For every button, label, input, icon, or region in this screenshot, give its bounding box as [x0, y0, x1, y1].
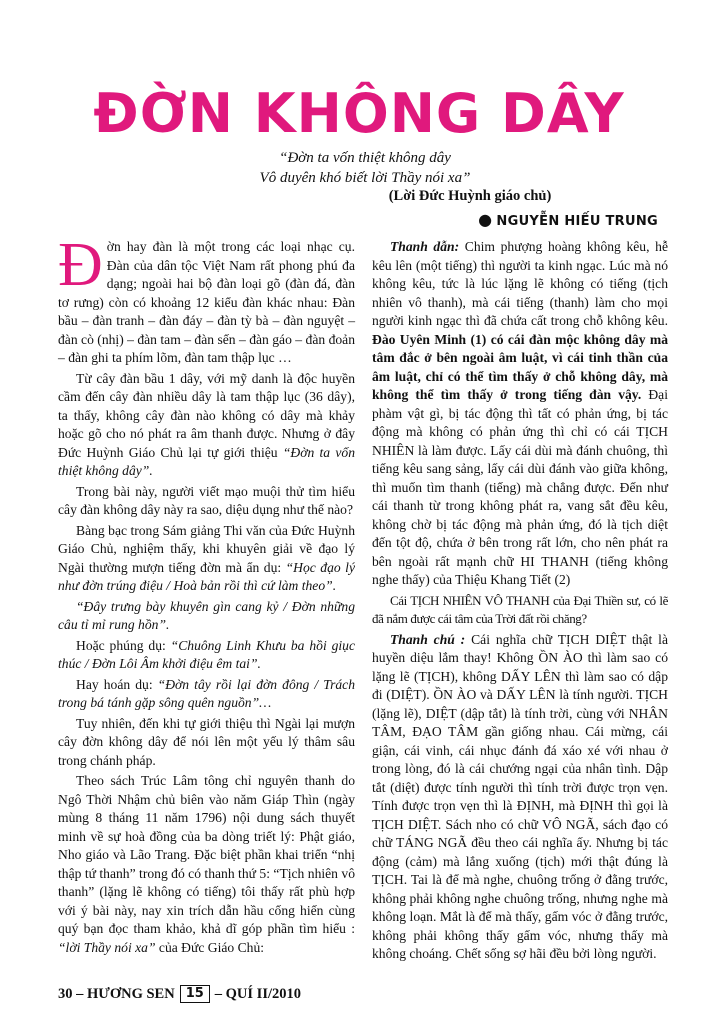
lead-label: Thanh chú : — [390, 631, 466, 647]
issue-number-box: 15 — [180, 985, 210, 1003]
epigraph-source: (Lời Đức Huỳnh giáo chủ) — [388, 188, 552, 204]
paragraph — [58, 370, 355, 481]
bullet-icon: ● — [478, 210, 493, 229]
page-footer — [58, 985, 301, 1003]
paragraph — [58, 676, 355, 713]
paragraph-text: Chim phượng hoàng không kêu, hễ kêu lên (một tiếng) thì người ta kinh ngạc. Lúc mà nó không kêu, tức là lúc lặng lẽ không có tiếng (tịch nhiên vô thanh), mà cái tiếng (thanh) làm cho mọi người kinh ngạc thì đã chứa cất trong chỗ không kêu. — [372, 239, 668, 328]
paragraph — [58, 231, 355, 368]
paragraph: Cái TỊCH NHIÊN VÔ THANH của Đại Thiền sư, có lẽ đã nắm được cái tâm của Trời đất rồi chăng? — [372, 592, 668, 626]
paragraph — [58, 522, 355, 596]
author-byline — [478, 210, 658, 229]
page-number-label: 30 – HƯƠNG SEN — [58, 985, 175, 1002]
paragraph-text: Cái nghĩa chữ TỊCH DIỆT thật là huyền diệu lắm thay! Không ỒN ÀO thì làm sao có lặng lẽ (TỊCH), không DẤY LÊN thì làm sao có dập đi (DIỆT). ỒN ÀO và DẤY LÊN là tính người. TỊCH (lặng lẽ), DIỆT (dập tắt) là tính trời, cùng với NHÂN TÂM, ĐẠO TÂM gần giống nhau. Cái mừng, cái giận, cái vinh, cái nhục đánh đá xáo xé với nhau ở trong lòng, đó là cái chướng ngại của nhân tình. Dập tắt (diệt) được tính người thì tính trời được trọn vẹn. Tính được trọn vẹn thì là ĐỊNH, mà ĐỊNH thì gọi là TỊCH DIỆT. Sách nho có chữ VÔ NGÃ, sách đạo có chữ TÁNG NGÃ đều theo cái nghĩa ấy. Nhưng bị tác động (cảm) mà lắng xuống (tịch) mới thật đúng là TỊCH. Tai là để mà nghe, chuông trống ở đằng trước, không phải không nghe chuông trống, nhưng nghe mà không loạn. Mắt là để mà thấy, gấm vóc ở đằng trước, không phải không thấy gấm vóc, nhưng thấy mà không choáng. Chết sống sợ hãi đều bởi lòng người. — [372, 631, 668, 961]
right-column — [372, 238, 668, 966]
paragraph-text: ờn hay đàn là một trong các loại nhạc cụ. Đàn của dân tộc Việt Nam rất phong phú đa dạng; ngoài hai bộ đàn loại gõ (đàn đá, đàn tơ rưng) còn có khoảng 12 kiểu đàn khác nhau: Đàn bầu – đàn tranh – đàn đáy – đàn tỳ bà – đàn nguyệt – đàn cò (nhị) – đàn tam – đàn sến – đàn gáo – đàn đoản – đàn ghi ta phím lõm, đàn tam thập lục … — [58, 239, 355, 365]
drop-cap: Đ — [58, 231, 103, 299]
bold-text: Đào Uyên Minh (1) có cái đàn mộc không dây mà tâm đắc ở bên ngoài âm luật, vì cái tinh thần của âm luật, chỉ có thể tìm thấy ở chỗ không dây, mà không thể tìm thấy ở trong tiếng đàn vậy. — [372, 331, 668, 402]
paragraph: Trong bài này, người viết mạo muội thử tìm hiểu cây đàn không dây này ra sao, diệu dụng như thế nào? — [58, 483, 355, 517]
paragraph — [372, 238, 668, 590]
epigraph-line: “Đờn ta vốn thiệt không dây — [279, 150, 451, 166]
quote: “lời Thầy nói xa” — [58, 939, 156, 955]
epigraph — [200, 148, 530, 188]
article-title: ĐỜN KHÔNG DÂY — [93, 82, 625, 145]
issue-period: – QUÍ II/2010 — [214, 985, 301, 1002]
paragraph-text: Hoặc phúng dụ: — [76, 637, 171, 653]
paragraph-text: Theo sách Trúc Lâm tông chỉ nguyên thanh do Ngô Thời Nhậm chủ biên vào năm Giáp Thìn (ngày mùng 8 tháng 11 năm 1796) nội dung sách thuyết minh về sự hoà đồng của ba dòng triết lý: Phật giáo, Nho giáo và Lão Trang. Đặc biệt phần khai triển “nhị thập tứ thanh” trong đó có thanh thứ 5: “Tịch nhiên vô thanh” (lặng lẽ không có tiếng) tôi thấy rất phù hợp với ý bài này, nay xin trích dẫn hầu cống hiến cùng quý bạn đọc tham khảo, khả dĩ góp phần tìm hiểu : — [58, 773, 355, 936]
quote: “Đây trưng bày khuyên gìn cang kỷ / Đờn những câu tỉ mỉ rung hồn”. — [58, 598, 355, 632]
paragraph — [58, 772, 355, 957]
paragraph-text: Bàng bạc trong Sám giảng Thi văn của Đức Huỳnh Giáo Chủ, nghiệm thấy, khi khuyên giải về đạo lý Ngài thường mượn tiếng đờn mà ẩn dụ: — [58, 522, 355, 575]
lead-label: Thanh dẫn: — [390, 239, 460, 254]
quote: “Đờn ta vốn thiệt không dây”. — [58, 444, 355, 478]
paragraph-text: Đại phàm vật gì, bị tác động thì tất có phản ứng, bị tác động mà không có phản ứng thì chỉ có cái TỊCH NHIÊN là làm được. Lấy cái dùi mà đánh chuông, thì tiếng kêu sang sảng, lấy cái dùi đánh vào giữa không, thì muốn tìm thanh (tiếng) mà chẳng được. Đến như cái thanh từ trong không phát ra, vang sắt đều kêu, không chờ bị tác động mà phản ứng, đó là tịch diệt đến tột độ, chứa ở bên trong rất lớn, cho nên phát ra bên ngoài rất mạnh chữ HI THANH (tiếng không nghe thấy) của Thiệu Khang Tiết (2) — [372, 387, 668, 587]
paragraph-text: Hay hoán dụ: — [76, 676, 158, 692]
paragraph-text: Từ cây đàn bầu 1 dây, với mỹ danh là độc huyền cầm đến cây đàn nhiều dây là tam thập lục (36 dây), ta thấy, không cây đàn nào không có dây mà khảy hoặc gõ cho nó phát ra âm thanh được. Nhưng ở đây Đức Huỳnh Giáo Chủ lại tự giới thiệu — [58, 370, 355, 460]
quote: “Đờn tây rồi lại đờn đông / Trách trong bá tánh gặp sông quên nguồn”… — [58, 676, 355, 710]
epigraph-line: Vô duyên khó biết lời Thầy nói xa” — [259, 170, 471, 186]
author-name: NGUYỄN HIẾU TRUNG — [496, 214, 658, 229]
paragraph — [58, 598, 355, 635]
paragraph — [372, 631, 668, 964]
paragraph: Tuy nhiên, đến khi tự giới thiệu thì Ngài lại mượn cây đờn không dây để nói lên một yếu lý thâm sâu trong chánh pháp. — [58, 715, 355, 768]
paragraph — [58, 637, 355, 674]
paragraph-text: của Đức Giáo Chủ: — [155, 939, 265, 955]
quote: “Chuông Linh Khưu ba hồi giục thúc / Đờn Lôi Âm khởi điệu êm tai”. — [58, 637, 355, 671]
quote: “Học đạo lý như đờn trúng điệu / Hoà bản rồi thì cứ làm theo”. — [58, 559, 355, 593]
left-column — [58, 231, 355, 959]
